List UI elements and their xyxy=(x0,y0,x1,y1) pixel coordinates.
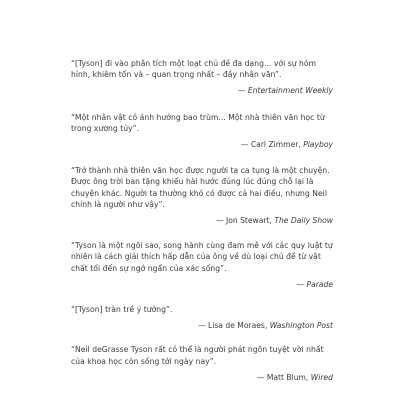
attribution-dash: — xyxy=(198,321,209,331)
quote-text: “Trở thành nhà thiên văn học được người ta ca tụng là một chuyện. Được ông trời ban tặng khiếu hài hước đúng lúc đúng chỗ lại là chuyện khác. Người ta thường khó có được cả hai điều, nhưng Neil chính là người như vậy”. xyxy=(71,166,330,209)
attribution-source: The Daily Show xyxy=(274,216,333,226)
quote-entry xyxy=(71,240,333,290)
attribution-source: Washington Post xyxy=(269,321,333,331)
attribution-dash: — xyxy=(215,216,226,226)
quote-text: “Một nhân vật có ảnh hưởng bao trùm... Một nhà thiên văn học từ trong xương tủy”. xyxy=(71,112,325,133)
quote-entry xyxy=(71,112,333,151)
quote-attribution xyxy=(71,372,333,383)
quote-text: “[Tyson] tràn trề ý tưởng”. xyxy=(71,305,173,315)
quote-entry xyxy=(71,58,333,97)
quote-entry xyxy=(71,304,333,331)
quote-text: “Neil deGrasse Tyson rất có thể là người phát ngôn tuyệt vời nhất của khoa học còn sống tới ngày nay”. xyxy=(71,345,324,366)
quote-attribution xyxy=(71,139,333,150)
praise-quote-list xyxy=(71,58,333,395)
attribution-author: Matt Blum, xyxy=(266,372,311,382)
quote-entry xyxy=(71,165,333,226)
quote-attribution xyxy=(71,320,333,331)
quote-attribution xyxy=(71,215,333,226)
quote-attribution xyxy=(71,279,333,290)
attribution-source: Playboy xyxy=(303,140,333,150)
quote-attribution xyxy=(71,85,333,96)
attribution-author: Carl Zimmer, xyxy=(250,140,304,150)
quote-entry xyxy=(71,344,333,383)
attribution-dash: — xyxy=(237,86,248,96)
attribution-dash: — xyxy=(240,140,251,150)
attribution-dash: — xyxy=(296,279,307,289)
quote-text: “Tyson là một ngôi sao, song hành cùng đam mê với các quy luật tự nhiên là cách giải thích hấp dẫn của ông về dù loại chủ đề từ vật chất tối đến sự ngớ ngẩn của xác sống”. xyxy=(71,241,333,273)
attribution-author: Lisa de Moraes, xyxy=(208,321,270,331)
quote-text: “[Tyson] đi vào phân tích một loạt chủ đề đa dạng... với sự hóm hỉnh, khiêm tốn và – quan trọng nhất – đầy nhân văn”. xyxy=(71,59,317,80)
attribution-source: Parade xyxy=(306,279,333,289)
attribution-source: Entertainment Weekly xyxy=(247,86,333,96)
attribution-author: Jon Stewart, xyxy=(225,216,275,226)
attribution-source: Wired xyxy=(310,372,333,382)
attribution-dash: — xyxy=(256,372,267,382)
